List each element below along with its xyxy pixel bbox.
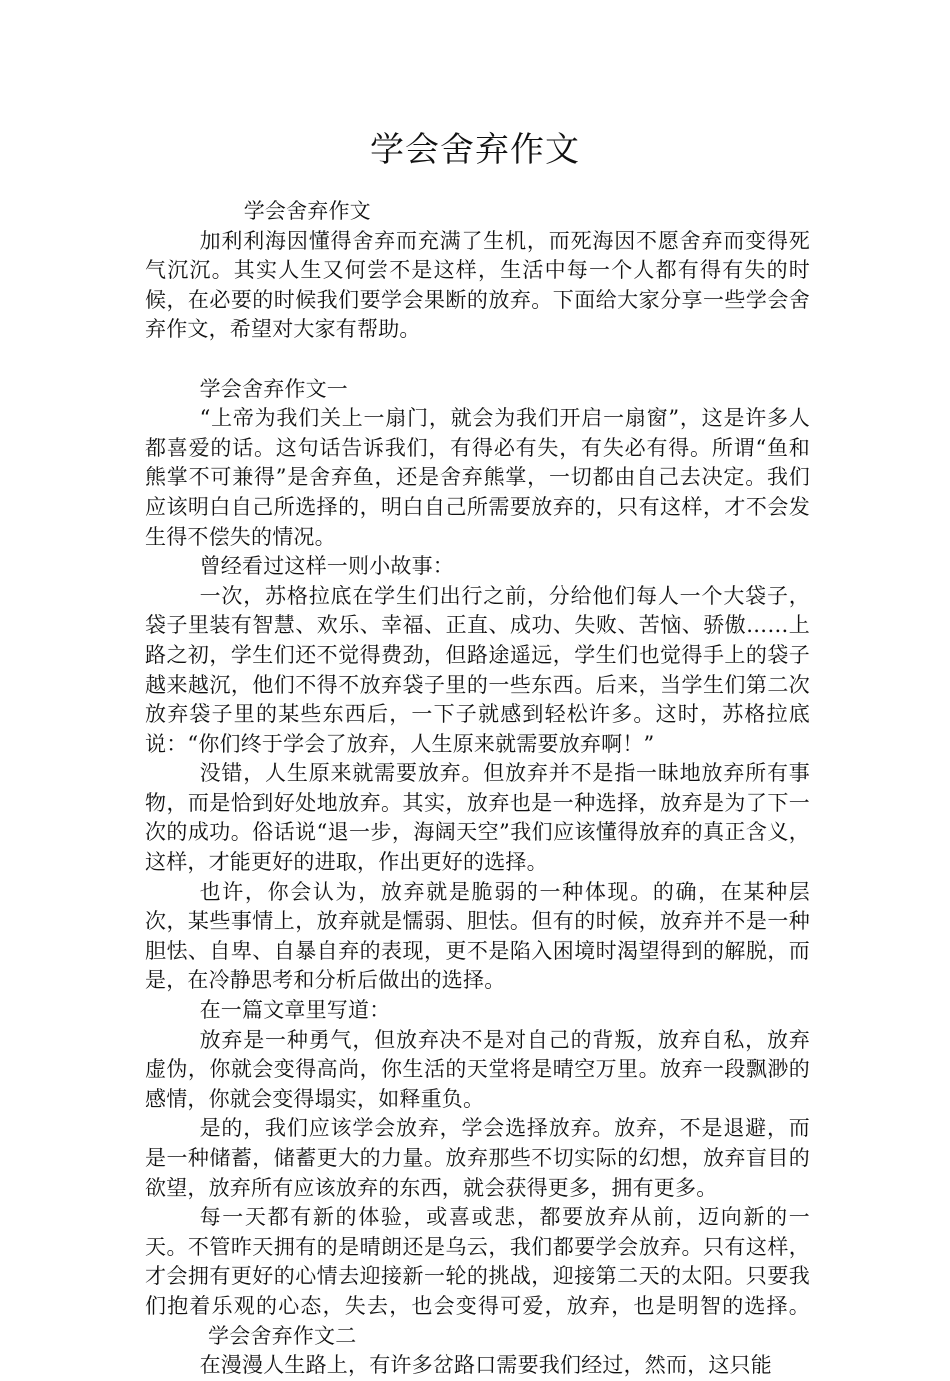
final-paragraph: 在漫漫人生路上，有许多岔路口需要我们经过，然而，这只能 (199, 1353, 772, 1378)
paragraph-last (145, 1203, 810, 1351)
section-heading-2: 学会舍弃作文二 (208, 1323, 357, 1348)
paragraph-8: 是的，我们应该学会放弃，学会选择放弃。放弃，不是退避，而是一种储蓄，储蓄更大的力量。放弃那些不切实际的幻想，放弃盲目的欲望，放弃所有应该放弃的东西，就会获得更多，拥有更多。 (145, 1116, 810, 1200)
subtitle: 学会舍弃作文 (243, 199, 371, 223)
section-heading-1: 学会舍弃作文一 (199, 376, 348, 401)
paragraph-3: 一次，苏格拉底在学生们出行之前，分给他们每人一个大袋子，袋子里装有智慧、欢乐、幸福、正直、成功、失败、苦恼、骄傲……上路之初，学生们还不觉得费劲，但路途遥远，学生们也觉得手上的袋子越来越沉，他们不得不放弃袋子里的一些东西。后来，当学生们第二次放弃袋子里的某些东西后，一下子就感到轻松许多。这时，苏格拉底说：“你们终于学会了放弃，人生原来就需要放弃啊！” (145, 583, 810, 756)
blank-line (145, 345, 810, 375)
last-paragraph-text: 每一天都有新的体验，或喜或悲，都要放弃从前，迈向新的一天。不管昨天拥有的是晴朗还是乌云，我们都要学会放弃。只有这样，才会拥有更好的心情去迎接新一轮的挑战，迎接第二天的太阳。只要我们抱着乐观的心态，失去，也会变得可爱，放弃，也是明智的选择。 (145, 1205, 810, 1318)
paragraph-5: 也许，你会认为，放弃就是脆弱的一种体现。的确，在某种层次，某些事情上，放弃就是懦弱、胆怯。但有的时候，放弃并不是一种胆怯、自卑、自暴自弃的表现，更不是陷入困境时渴望得到的解脱，而是，在冷静思考和分析后做出的选择。 (145, 879, 810, 993)
intro-paragraph: 加利利海因懂得舍弃而充满了生机，而死海因不愿舍弃而变得死气沉沉。其实人生又何尝不是这样，生活中每一个人都有得有失的时候，在必要的时候我们要学会果断的放弃。下面给大家分享一些学会舍弃作文，希望对大家有帮助。 (145, 228, 810, 342)
paragraph-7: 放弃是一种勇气，但放弃决不是对自己的背叛，放弃自私，放弃虚伪，你就会变得高尚，你生活的天堂将是晴空万里。放弃一段飘渺的感情，你就会变得塌实，如释重负。 (145, 1027, 810, 1111)
document-body (145, 197, 810, 1381)
paragraph-4: 没错，人生原来就需要放弃。但放弃并不是指一昧地放弃所有事物，而是恰到好处地放弃。其实，放弃也是一种选择，放弃是为了下一次的成功。俗话说“退一步，海阔天空”我们应该懂得放弃的真正含义，这样，才能更好的进取，作出更好的选择。 (145, 761, 810, 875)
paragraph-6: 在一篇文章里写道： (199, 998, 391, 1023)
paragraph-1: “上帝为我们关上一扇门，就会为我们开启一扇窗”，这是许多人都喜爱的话。这句话告诉我们，有得必有失，有失必有得。所谓“鱼和熊掌不可兼得”是舍弃鱼，还是舍弃熊掌，一切都由自己去决定。我们应该明白自己所选择的，明白自己所需要放弃的，只有这样，才不会发生得不偿失的情况。 (145, 406, 810, 549)
paragraph-2: 曾经看过这样一则小故事： (199, 554, 454, 579)
document-title: 学会舍弃作文 (370, 130, 580, 170)
